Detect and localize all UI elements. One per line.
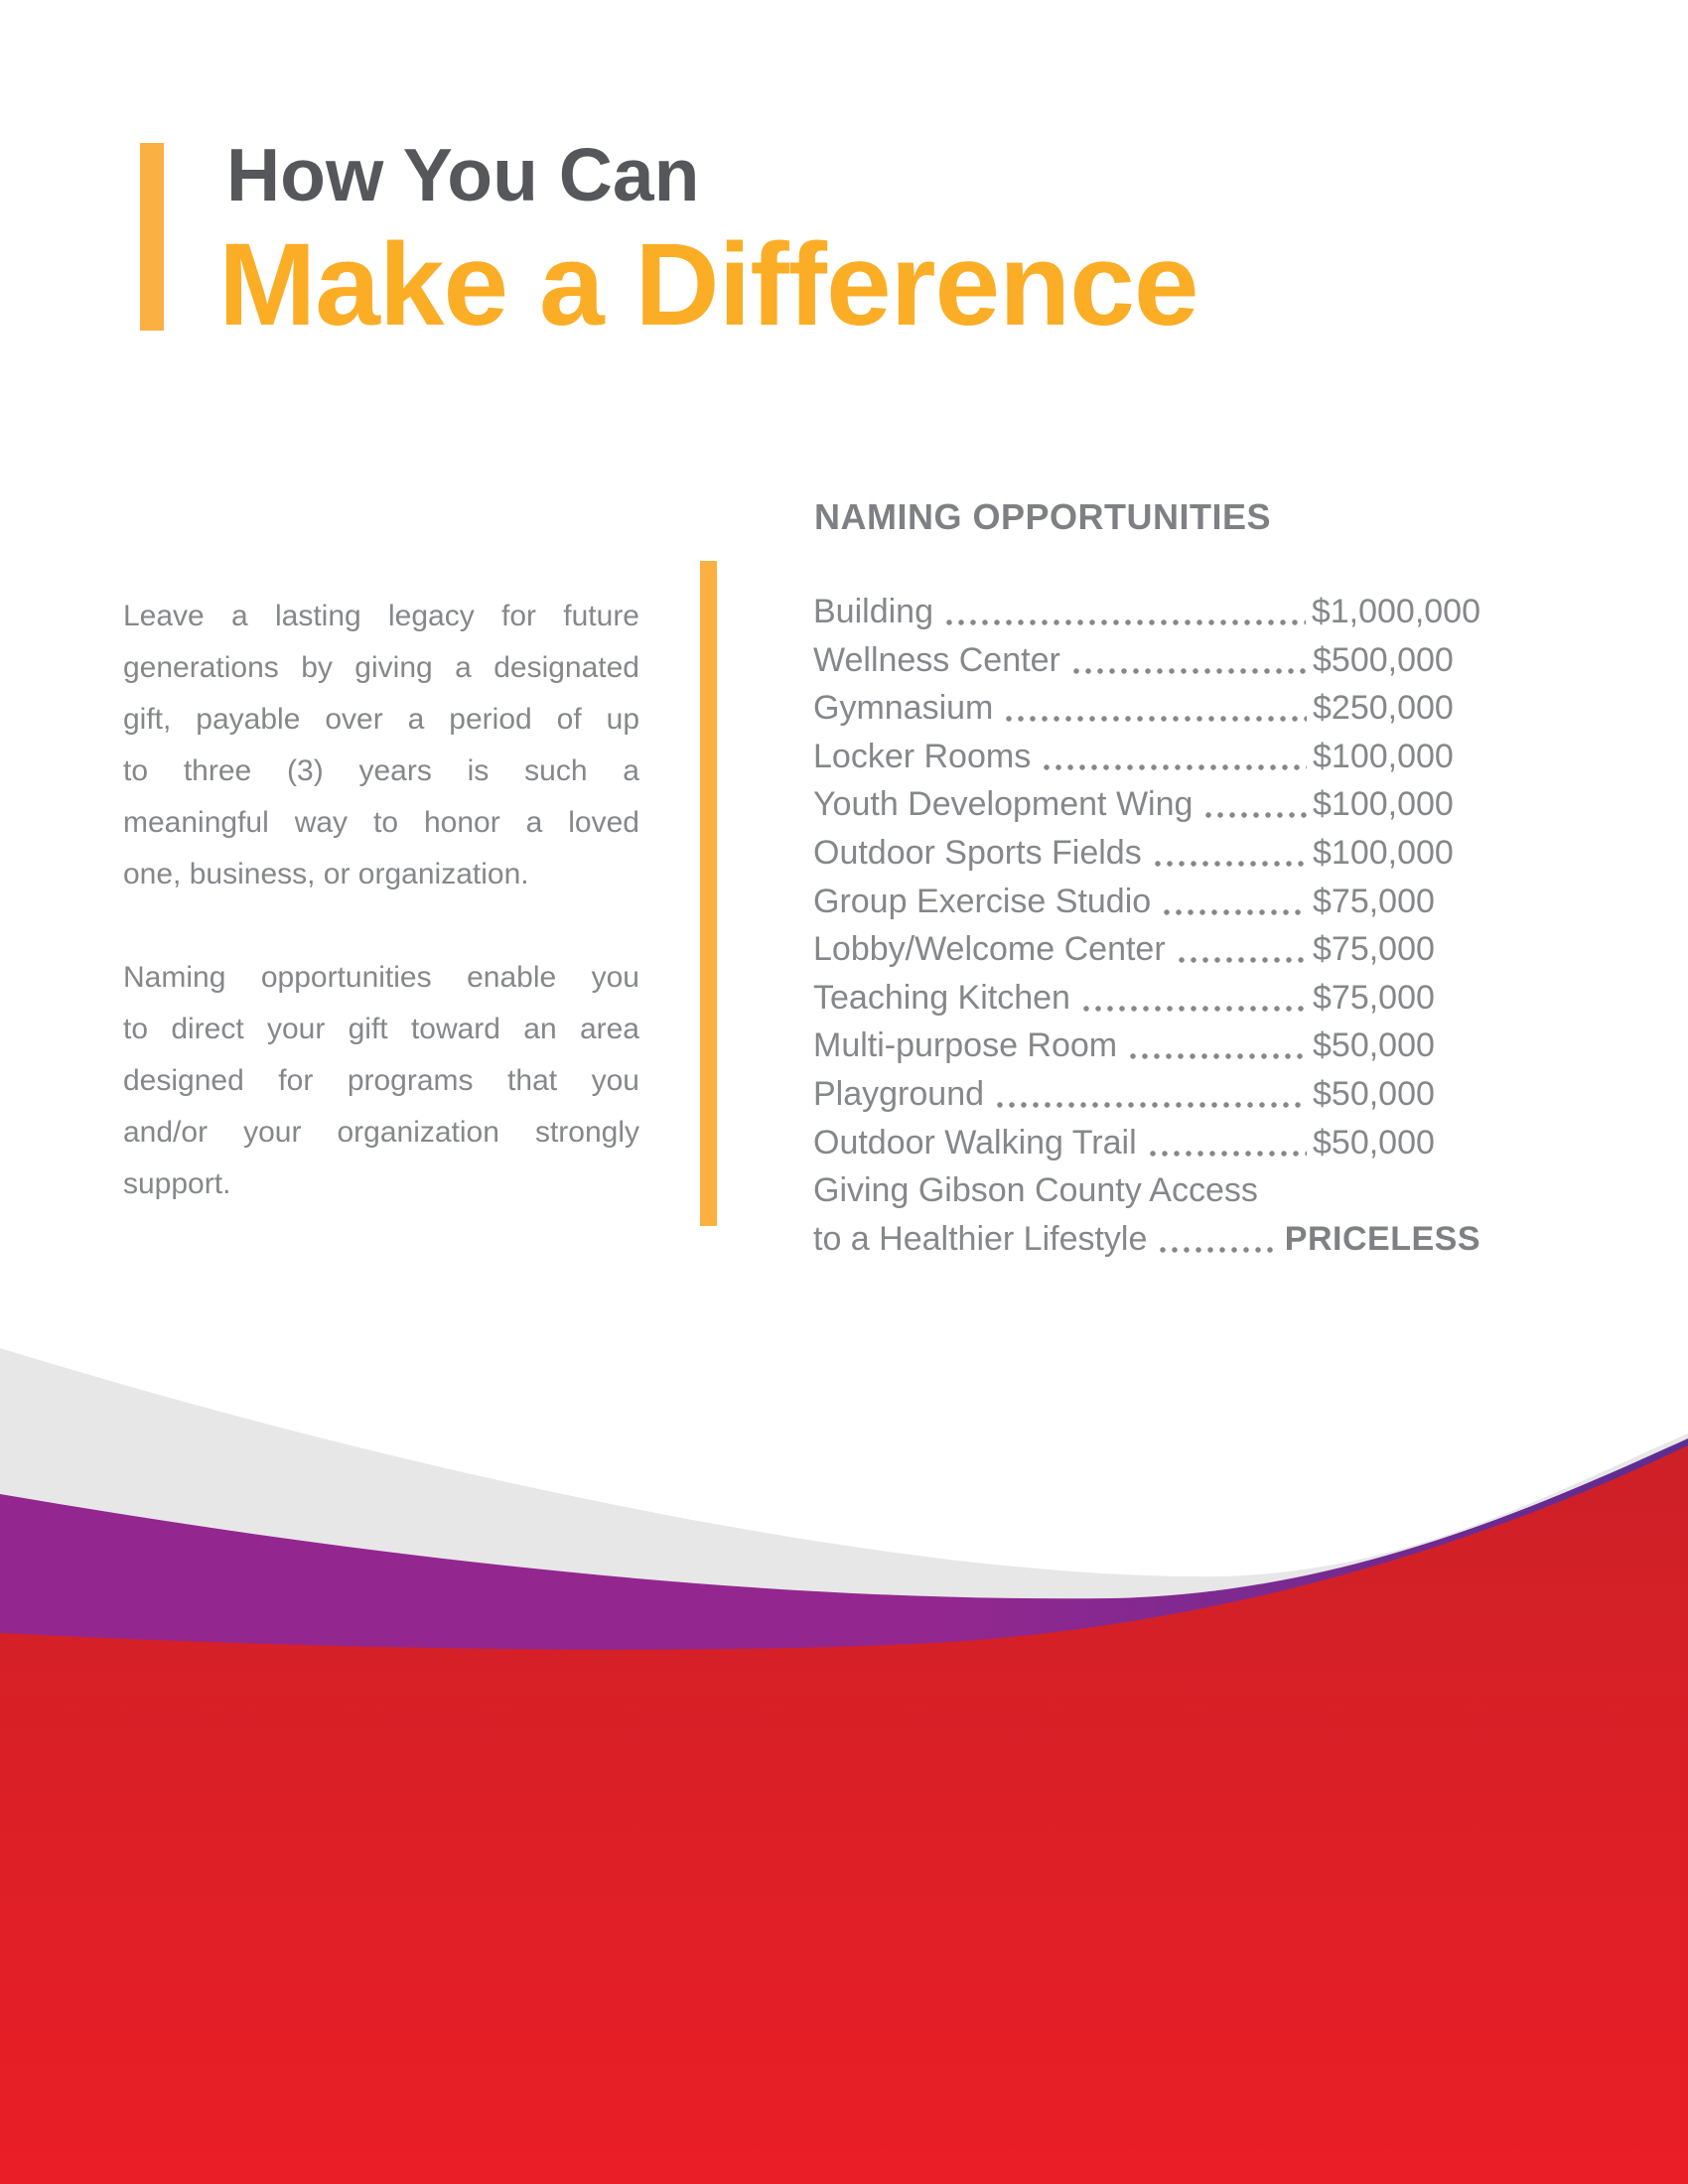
list-item: [813, 878, 1480, 926]
list-item-price: $75,000: [1313, 978, 1435, 1017]
intro-line: designed for programs that you: [123, 1064, 639, 1097]
list-item: [813, 733, 1480, 781]
intro-paragraph-1: [123, 591, 639, 900]
dot-leader: [1127, 1022, 1307, 1059]
list-item: [813, 780, 1480, 829]
list-item-label: Building: [813, 593, 933, 630]
list-item-price: $1,000,000: [1311, 593, 1480, 630]
intro-text: [123, 591, 639, 1210]
naming-heading: NAMING OPPORTUNITIES: [814, 496, 1272, 537]
list-item-label: Outdoor Sports Fields: [813, 833, 1142, 872]
wave-gray-band: [0, 1348, 1688, 2184]
list-accent-bar: [700, 561, 717, 1226]
list-item-label: Lobby/Welcome Center: [813, 930, 1166, 969]
dot-leader: [994, 1070, 1307, 1108]
list-item: [813, 1166, 1480, 1215]
list-item-label: Locker Rooms: [813, 737, 1032, 775]
dot-leader: [1070, 636, 1307, 674]
intro-line: meaningful way to honor a loved: [123, 806, 639, 839]
dot-leader: [1003, 684, 1307, 722]
intro-line: Naming opportunities enable you: [123, 961, 639, 994]
list-item-price: PRICELESS: [1284, 1219, 1480, 1258]
intro-line: one, business, or organization.: [123, 858, 529, 890]
list-item: [813, 829, 1480, 878]
list-item-price: $100,000: [1313, 833, 1454, 872]
list-item: [813, 588, 1480, 636]
intro-line: generations by giving a designated: [123, 651, 639, 684]
dot-leader: [1176, 925, 1307, 963]
dot-leader: [1152, 829, 1307, 867]
list-item-label: Wellness Center: [813, 640, 1060, 679]
list-item-price: $50,000: [1313, 1026, 1435, 1065]
dot-leader: [1147, 1119, 1307, 1157]
dot-leader: [943, 588, 1306, 625]
dot-leader: [1080, 974, 1307, 1012]
list-item-price: $100,000: [1313, 737, 1454, 775]
list-item: [813, 1070, 1480, 1119]
intro-line: and/or your organization strongly: [123, 1116, 639, 1149]
list-item-label: Multi-purpose Room: [813, 1026, 1118, 1065]
naming-list: [813, 588, 1480, 1263]
list-item-price: $75,000: [1313, 882, 1435, 920]
list-item-label: Giving Gibson County Access: [813, 1171, 1258, 1210]
wave-purple-band: [0, 1438, 1688, 2184]
list-item-price: $75,000: [1313, 930, 1435, 969]
list-item: [813, 1215, 1480, 1264]
header-accent-bar: [140, 143, 164, 331]
dot-leader: [1041, 733, 1307, 770]
intro-paragraph-2: [123, 952, 639, 1210]
dot-leader: [1202, 780, 1307, 818]
page-title: Make a Difference: [218, 219, 1198, 350]
list-item-price: $250,000: [1313, 689, 1454, 728]
intro-line: Leave a lasting legacy for future: [123, 600, 639, 632]
list-item: [813, 684, 1480, 733]
list-item-label: Youth Development Wing: [813, 785, 1194, 824]
list-item-label: to a Healthier Lifestyle: [813, 1219, 1148, 1258]
intro-line: gift, payable over a period of up: [123, 703, 639, 736]
dot-leader: [1157, 1215, 1278, 1253]
list-item: [813, 1022, 1480, 1070]
list-item: [813, 925, 1480, 974]
list-item-label: Gymnasium: [813, 689, 994, 728]
list-item-label: Teaching Kitchen: [813, 978, 1070, 1017]
intro-line: to direct your gift toward an area: [123, 1013, 639, 1045]
list-item-label: Group Exercise Studio: [813, 882, 1152, 920]
list-item-price: $500,000: [1313, 640, 1454, 679]
wave-red-band: [0, 1445, 1688, 2184]
list-item: [813, 974, 1480, 1023]
list-item: [813, 1119, 1480, 1167]
list-item-label: Playground: [813, 1074, 985, 1113]
intro-line: support.: [123, 1167, 231, 1200]
header-kicker: How You Can: [226, 133, 700, 216]
list-item-price: $50,000: [1313, 1074, 1435, 1113]
list-item-price: $100,000: [1313, 785, 1454, 824]
intro-line: to three (3) years is such a: [123, 754, 639, 787]
list-item-price: $50,000: [1313, 1123, 1435, 1161]
list-item-label: Outdoor Walking Trail: [813, 1123, 1137, 1161]
dot-leader: [1161, 878, 1307, 915]
list-item: [813, 636, 1480, 685]
